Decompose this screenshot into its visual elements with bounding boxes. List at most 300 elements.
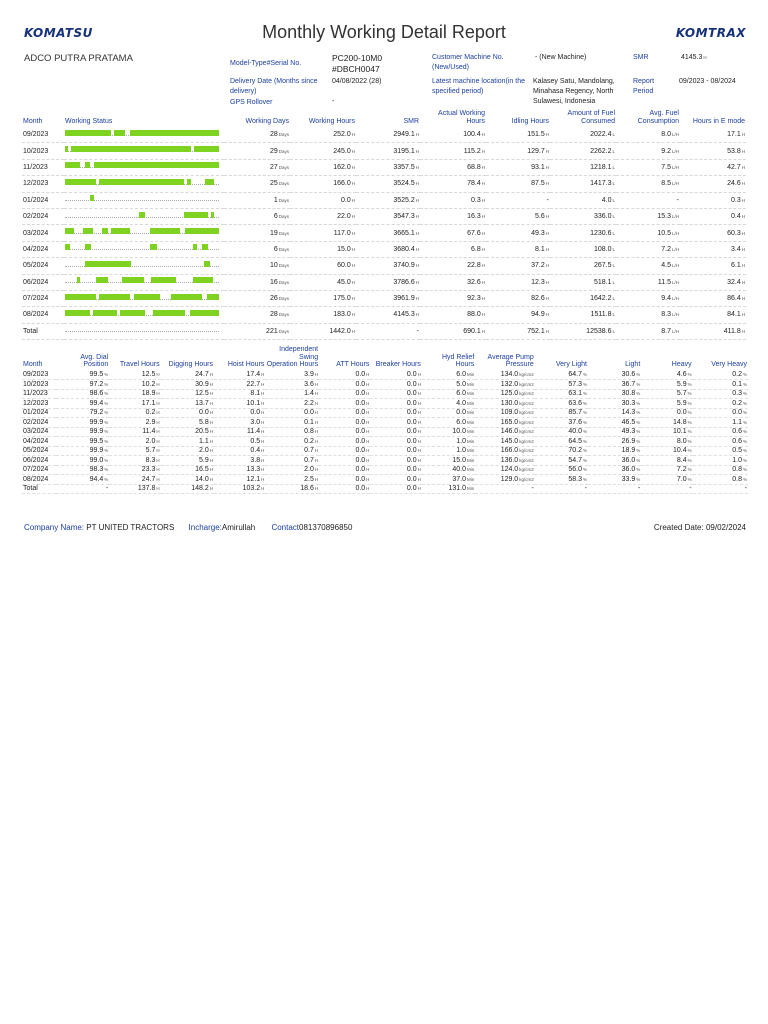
op-cell-13-unit: % [742, 419, 747, 425]
op-cell-7-unit: H [417, 410, 421, 416]
avg-fuel-cell-value: 8.7 [661, 327, 671, 335]
op-cell-12-value: 4.6 [676, 371, 687, 379]
avg-fuel-cell-value: 8.0 [661, 131, 671, 139]
working-days-cell [224, 323, 290, 339]
op-cell-4 [214, 427, 265, 437]
op-cell-7-unit: H [417, 391, 421, 397]
op-cell-0-value: 04/2024 [23, 437, 49, 445]
working-hours-cell-unit: H [351, 279, 355, 285]
smr-cell-value: 3961.9 [393, 295, 415, 303]
smr-cell-unit: H [415, 279, 419, 285]
working-days-cell-unit: Days [278, 164, 289, 170]
op-cell-4-unit: H [261, 381, 265, 387]
op-cell-6-value: 0.0 [355, 466, 366, 474]
op-cell-13 [693, 380, 748, 390]
incharge-value: Amirullah [221, 523, 256, 532]
op-cell-6-unit: H [366, 486, 370, 492]
op-cell-1-unit: % [104, 429, 109, 435]
fuel-cell [550, 176, 616, 192]
e-mode-cell-value: 84.1 [727, 311, 741, 319]
op-cell-6-unit: H [366, 438, 370, 444]
idling-cell-value: 151.5 [527, 131, 545, 139]
e-mode-cell-value: 0.4 [731, 213, 741, 221]
op-cell-5-value: 0.0 [304, 409, 314, 417]
op-cell-0-value: 06/2024 [23, 456, 49, 464]
working-days-cell-value: 221 [266, 327, 278, 335]
location-label: Latest machine location(in the specified period) [432, 78, 525, 95]
op-cell-5 [265, 371, 319, 380]
actual-working-cell-unit: H [481, 328, 485, 334]
op-cell-6-unit: H [366, 372, 370, 378]
period-value: 09/2023 - 08/2024 [679, 78, 736, 85]
op-cell-1-unit: % [104, 381, 109, 387]
op-cell-6-value: 0.0 [355, 456, 366, 464]
avg-fuel-cell-value: 4.5 [661, 262, 671, 270]
avg-fuel-cell-unit: L/H [671, 328, 679, 334]
op-cell-8 [422, 484, 475, 494]
op-cell-6-value: 0.0 [355, 447, 366, 455]
op-cell-13 [693, 418, 748, 428]
op-cell-10-value: 70.2 [568, 447, 582, 455]
op-cell-10-unit: % [582, 457, 587, 463]
op-cell-1 [56, 475, 109, 485]
op-cell-1 [56, 427, 109, 437]
op-cell-10-value: 37.6 [568, 418, 582, 426]
op-cell-8 [422, 446, 475, 456]
op-cell-13-unit: % [742, 400, 747, 406]
op-cell-0-value: 03/2024 [23, 428, 49, 436]
op-cell-4-value: 13.3 [246, 466, 261, 474]
working-hours-cell-unit: H [351, 246, 355, 252]
op-cell-8-value: 0.0 [456, 409, 467, 417]
company-value: PT UNITED TRACTORS [86, 523, 175, 532]
month-cell-value: 04/2024 [23, 245, 49, 253]
op-cell-5-value: 3.6 [304, 380, 314, 388]
fuel-cell-value: 1218.1 [590, 163, 612, 171]
op-cell-12-value: 10.4 [672, 447, 687, 455]
op-cell-3-unit: H [209, 457, 214, 463]
op-cell-5-value: 0.2 [304, 437, 314, 445]
e-mode-cell-unit: H [741, 279, 745, 285]
working-status-bar [65, 326, 219, 336]
op-cell-4-value: 8.1 [250, 390, 261, 398]
actual-working-cell-value: 0.3 [471, 196, 481, 204]
op-cell-4 [214, 437, 265, 447]
op-cell-5-value: 1.4 [304, 390, 314, 398]
month-cell [22, 258, 64, 274]
op-cell-5-value: 2.2 [304, 399, 314, 407]
working-segment [111, 228, 129, 234]
e-mode-cell [680, 143, 746, 159]
location-value: Kalasey Satu, Mandolang, Minahasa Regency, North Sulawesi, Indonesia [533, 78, 615, 105]
gps-label: GPS Rollover [230, 99, 273, 106]
op-cell-11-unit: % [636, 476, 641, 482]
working-status-bar [65, 179, 219, 189]
working-segment [65, 162, 80, 168]
working-days-cell [224, 225, 290, 241]
working-hours-cell-value: 166.0 [333, 180, 351, 188]
smr-cell [356, 192, 420, 208]
op-cell-4-unit: H [261, 372, 265, 378]
op-cell-1-unit: % [104, 391, 109, 397]
working-days-cell [224, 307, 290, 323]
working-days-cell-unit: Days [278, 328, 289, 334]
op-cell-3-unit: H [209, 467, 214, 473]
op-cell-0-value: 05/2024 [23, 447, 49, 455]
working-segment [193, 277, 213, 283]
fuel-cell [550, 127, 616, 143]
e-mode-cell-value: 60.3 [727, 229, 741, 237]
th2-col-12: Heavy [671, 361, 692, 368]
fuel-cell-unit: L [612, 312, 615, 318]
working-hours-cell [290, 274, 356, 290]
smr-cell-value: 3786.6 [393, 278, 415, 286]
op-cell-2 [109, 437, 160, 447]
working-hours-cell-value: 117.0 [333, 229, 351, 237]
op-cell-3-value: 20.5 [195, 428, 209, 436]
op-cell-9-value: 109.0 [500, 409, 519, 417]
op-cell-7-unit: H [417, 372, 421, 378]
working-segment [211, 212, 214, 218]
op-cell-3-value: 1.1 [199, 437, 209, 445]
op-cell-1 [56, 437, 109, 447]
op-cell-3 [161, 418, 214, 428]
avg-fuel-cell-unit: L/H [671, 312, 679, 318]
op-cell-4 [214, 371, 265, 380]
fuel-cell-unit: L [612, 279, 615, 285]
op-cell-10-value: 40.0 [568, 428, 582, 436]
op-cell-0 [22, 408, 56, 418]
working-status-cell [64, 159, 224, 175]
op-cell-8 [422, 380, 475, 390]
working-days-cell [224, 127, 290, 143]
op-cell-4-value: 17.4 [246, 371, 261, 379]
smr-cell [356, 290, 420, 306]
working-status-bar [65, 212, 219, 222]
th-fuel-consumed: Amount of Fuel Consumed [567, 110, 615, 125]
actual-working-cell [420, 225, 486, 241]
op-cell-10-value: 64.7 [568, 371, 582, 379]
working-days-cell-value: 26 [269, 295, 278, 303]
op-cell-13 [693, 399, 748, 409]
op-cell-10 [535, 408, 588, 418]
working-hours-cell [290, 241, 356, 257]
op-cell-4 [214, 446, 265, 456]
month-cell-value: 05/2024 [23, 262, 49, 270]
op-cell-8-value: 131.0 [448, 485, 467, 493]
op-cell-2-value: 10.2 [141, 380, 156, 388]
op-cell-7-unit: H [417, 467, 421, 473]
op-cell-6 [319, 427, 370, 437]
actual-working-cell-value: 16.3 [467, 213, 481, 221]
op-cell-3-unit: H [209, 419, 214, 425]
op-cell-12-unit: % [687, 467, 692, 473]
op-cell-12-unit: % [687, 419, 692, 425]
op-cell-0 [22, 380, 56, 390]
op-cell-3-unit: H [209, 448, 214, 454]
delivery-value: 04/08/2022 (28) [332, 78, 382, 85]
op-cell-7-unit: H [417, 419, 421, 425]
op-cell-9 [475, 408, 534, 418]
actual-working-cell [420, 274, 486, 290]
incharge-label: Incharge: [188, 523, 222, 532]
op-cell-5-value: 0.8 [304, 428, 314, 436]
actual-working-cell-value: 6.8 [471, 245, 481, 253]
actual-working-cell-unit: H [481, 132, 485, 138]
status-baseline [65, 331, 219, 332]
working-hours-cell-value: 15.0 [337, 245, 351, 253]
op-cell-8 [422, 475, 475, 485]
working-hours-cell [290, 143, 356, 159]
working-segment [96, 277, 108, 283]
working-days-cell [224, 143, 290, 159]
op-cell-9-unit: kg/cm2 [519, 467, 534, 473]
op-cell-11-value: 30.8 [621, 390, 636, 398]
working-segment [65, 294, 96, 300]
working-hours-cell [290, 176, 356, 192]
op-cell-2-value: 17.1 [141, 399, 156, 407]
op-cell-6 [319, 408, 370, 418]
op-cell-4 [214, 408, 265, 418]
op-cell-13-value: 0.8 [732, 475, 742, 483]
op-cell-12-unit: % [687, 457, 692, 463]
op-cell-3 [161, 427, 214, 437]
op-cell-13 [693, 484, 748, 494]
working-segment [102, 228, 108, 234]
e-mode-cell-value: 24.6 [727, 180, 741, 188]
op-cell-7 [370, 418, 421, 428]
op-cell-8-value: 4.0 [456, 399, 467, 407]
op-cell-10-unit: % [582, 372, 587, 378]
working-days-cell-value: 1 [273, 196, 278, 204]
op-cell-11-value: 49.3 [621, 428, 636, 436]
op-cell-1 [56, 484, 109, 494]
e-mode-cell-unit: H [741, 132, 745, 138]
e-mode-cell [680, 274, 746, 290]
op-cell-6-value: 0.0 [355, 390, 366, 398]
working-status-bar [65, 195, 219, 205]
working-segment [171, 294, 202, 300]
idling-cell-value: 93.1 [531, 163, 545, 171]
op-cell-10-unit: % [582, 400, 587, 406]
working-days-cell-value: 28 [269, 311, 278, 319]
working-segment [120, 310, 145, 316]
working-days-cell-value: 16 [269, 278, 278, 286]
op-cell-9 [475, 446, 534, 456]
working-hours-cell-value: 245.0 [333, 147, 351, 155]
smr-label: SMR [633, 54, 649, 61]
op-cell-2-value: 11.4 [142, 428, 156, 436]
op-cell-7-value: 0.0 [406, 390, 417, 398]
table-row [22, 241, 746, 257]
op-cell-2-unit: H [156, 457, 160, 463]
table-row [22, 371, 748, 380]
th-actual-working-hours: Actual Working Hours [438, 110, 485, 125]
op-cell-9-unit: kg/cm2 [519, 372, 534, 378]
op-cell-5-unit: H [314, 381, 319, 387]
op-cell-3 [161, 437, 214, 447]
working-status-cell [64, 143, 224, 159]
working-segment [194, 146, 219, 152]
smr-cell [356, 225, 420, 241]
e-mode-cell-unit: H [741, 164, 745, 170]
fuel-cell [550, 159, 616, 175]
working-segment [114, 130, 125, 136]
op-cell-1-value: 99.9 [89, 428, 104, 436]
avg-fuel-cell [616, 225, 680, 241]
avg-fuel-cell [616, 192, 680, 208]
avg-fuel-cell [616, 323, 680, 339]
op-cell-13 [693, 456, 748, 466]
idling-cell-unit: H [545, 181, 549, 187]
op-cell-2-unit: H [156, 400, 160, 406]
op-cell-8-unit: Min [467, 391, 475, 397]
fuel-cell [550, 208, 616, 224]
op-cell-9 [475, 418, 534, 428]
op-cell-7-value: 0.0 [406, 409, 417, 417]
op-cell-8 [422, 418, 475, 428]
actual-working-cell [420, 176, 486, 192]
op-cell-10 [535, 380, 588, 390]
op-cell-11-unit: % [636, 410, 641, 416]
working-status-cell [64, 208, 224, 224]
op-cell-0 [22, 456, 56, 466]
working-days-cell [224, 192, 290, 208]
working-segment [65, 244, 70, 250]
op-cell-8-unit: Min [467, 486, 475, 492]
table-total-row [22, 323, 746, 339]
op-cell-6-value: 0.0 [355, 399, 366, 407]
actual-working-cell [420, 323, 486, 339]
op-cell-4-unit: H [261, 391, 265, 397]
op-cell-6-unit: H [366, 400, 370, 406]
op-cell-4 [214, 465, 265, 475]
created-value: 09/02/2024 [705, 523, 746, 532]
avg-fuel-cell [616, 274, 680, 290]
op-cell-13-unit: % [742, 438, 747, 444]
working-hours-cell-value: 175.0 [333, 295, 351, 303]
op-cell-9-unit: kg/cm2 [519, 457, 534, 463]
table-row [22, 258, 746, 274]
smr-cell [356, 127, 420, 143]
table-row [22, 418, 748, 428]
op-cell-0 [22, 437, 56, 447]
working-hours-cell [290, 159, 356, 175]
idling-cell [486, 241, 550, 257]
working-days-cell-unit: Days [278, 263, 289, 269]
op-cell-2 [109, 446, 160, 456]
op-cell-2 [109, 380, 160, 390]
avg-fuel-cell-unit: L/H [671, 279, 679, 285]
op-cell-13-unit: % [742, 448, 747, 454]
op-cell-0 [22, 389, 56, 399]
actual-working-cell [420, 208, 486, 224]
op-cell-8 [422, 427, 475, 437]
e-mode-cell-value: 17.1 [727, 131, 741, 139]
op-cell-0-value: 12/2023 [23, 399, 49, 407]
avg-fuel-cell-value: 11.5 [657, 278, 671, 286]
table-row [22, 465, 748, 475]
op-cell-7-unit: H [417, 400, 421, 406]
working-hours-cell-unit: H [351, 230, 355, 236]
op-cell-5 [265, 408, 319, 418]
op-cell-5-value: 2.5 [304, 475, 314, 483]
fuel-cell-value: 1642.2 [590, 295, 612, 303]
th2-col-7: Breaker Hours [375, 361, 421, 368]
e-mode-cell-value: 86.4 [727, 295, 741, 303]
op-cell-0 [22, 475, 56, 485]
avg-fuel-cell-value: 7.5 [661, 163, 671, 171]
actual-working-cell-unit: H [481, 263, 485, 269]
op-cell-8-value: 6.0 [456, 371, 467, 379]
e-mode-cell-unit: H [741, 246, 745, 252]
op-cell-4-value: 3.0 [250, 418, 261, 426]
op-cell-7 [370, 427, 421, 437]
working-hours-cell-value: 60.0 [337, 262, 351, 270]
op-cell-3 [161, 380, 214, 390]
report-title: Monthly Working Detail Report [262, 22, 506, 42]
op-cell-5-unit: H [314, 476, 319, 482]
op-cell-11-value: 30.6 [621, 371, 636, 379]
op-cell-8-unit: Min [467, 457, 475, 463]
op-cell-12 [641, 380, 692, 390]
op-cell-2 [109, 475, 160, 485]
idling-cell-unit: H [545, 328, 549, 334]
working-status-bar [65, 277, 219, 287]
op-cell-1 [56, 465, 109, 475]
op-cell-5 [265, 389, 319, 399]
op-cell-2 [109, 371, 160, 380]
fuel-cell-value: 518.1 [593, 278, 612, 286]
working-days-cell [224, 208, 290, 224]
op-cell-1-value: 99.9 [89, 447, 104, 455]
op-cell-3 [161, 399, 214, 409]
op-cell-11-unit: % [636, 400, 641, 406]
op-cell-6 [319, 465, 370, 475]
idling-cell-value: 37.2 [531, 262, 545, 270]
footer-info [24, 523, 352, 532]
op-cell-7 [370, 446, 421, 456]
op-cell-5-value: 0.7 [304, 447, 314, 455]
op-cell-8 [422, 465, 475, 475]
working-status-bar [65, 146, 219, 156]
op-cell-5 [265, 380, 319, 390]
working-hours-cell-unit: H [351, 296, 355, 302]
op-cell-6-value: 0.0 [355, 428, 366, 436]
created-date [654, 523, 746, 532]
working-status-bar [65, 228, 219, 238]
idling-cell [486, 159, 550, 175]
month-cell-value: 12/2023 [23, 180, 49, 188]
op-cell-11-value: 18.9 [621, 447, 636, 455]
op-cell-3 [161, 465, 214, 475]
op-cell-13-value: 0.2 [732, 399, 742, 407]
op-cell-2-value: 23.3 [141, 466, 156, 474]
operation-detail-table [22, 346, 748, 494]
op-cell-3-unit: H [209, 400, 214, 406]
smr-cell-unit: H [415, 132, 419, 138]
op-cell-7 [370, 465, 421, 475]
th-month: Month [23, 117, 43, 125]
smr-cell-unit: H [415, 164, 419, 170]
op-cell-2 [109, 408, 160, 418]
working-days-cell-unit: Days [278, 279, 289, 285]
op-cell-11-unit: % [636, 429, 641, 435]
fuel-cell-value: 1230.6 [590, 229, 612, 237]
working-segment [150, 244, 158, 250]
op-cell-11-unit: % [636, 448, 641, 454]
e-mode-cell-value: 6.1 [731, 262, 741, 270]
